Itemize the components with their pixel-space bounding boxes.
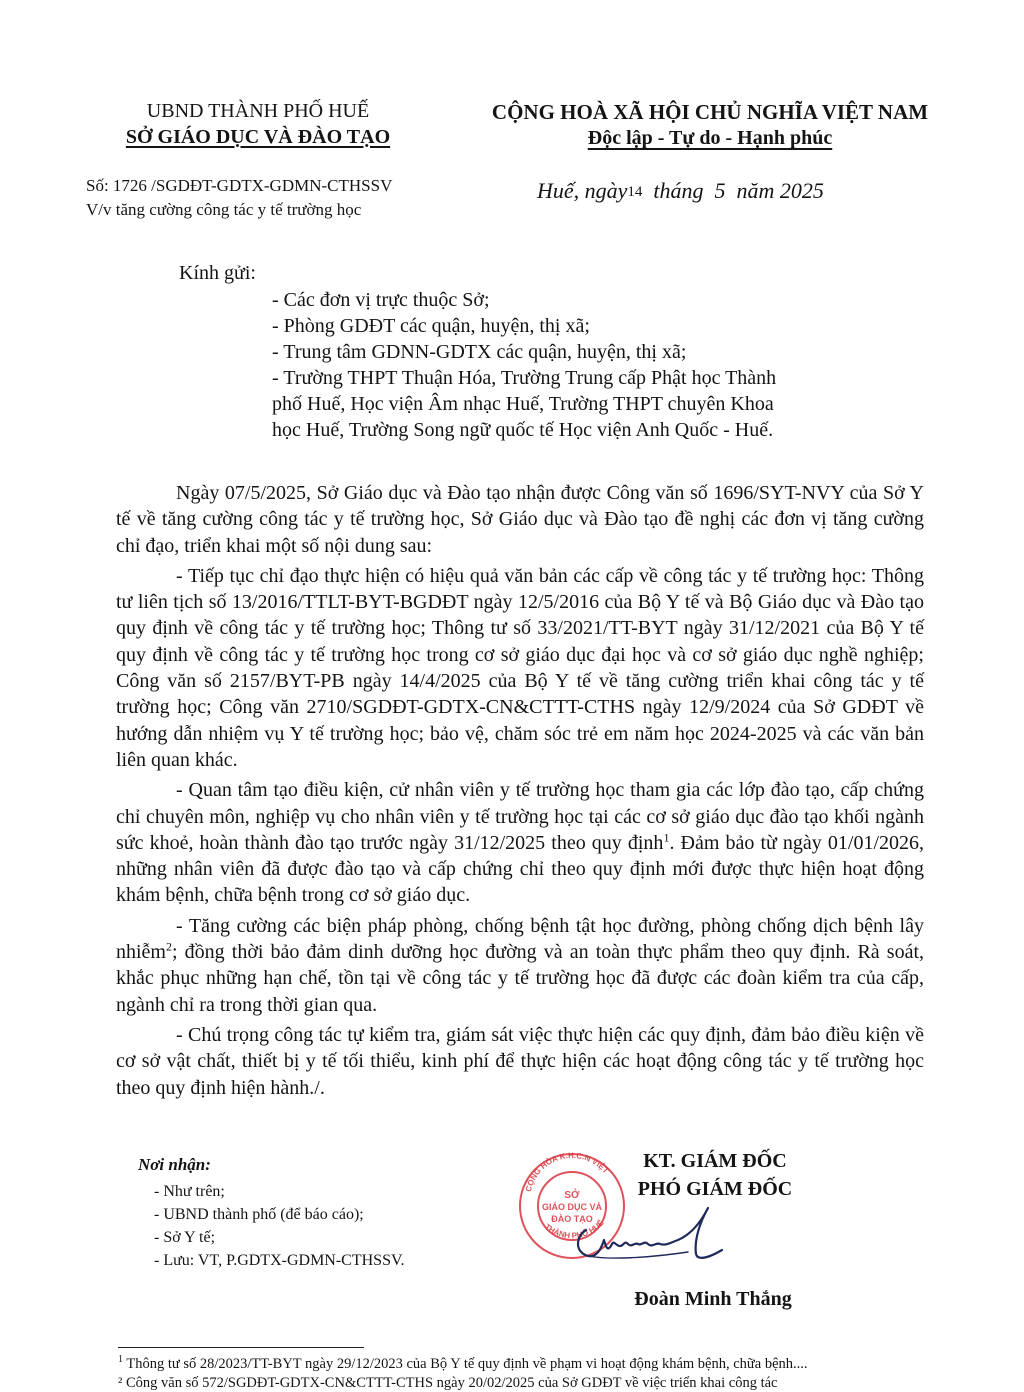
recipient-item: - Các đơn vị trực thuộc Sở;	[272, 289, 490, 311]
footnote-ref-2: 2	[166, 939, 172, 954]
receiver-item: - Sở Y tế;	[154, 1229, 216, 1246]
signer-name: Đoàn Minh Thắng	[634, 1288, 792, 1310]
body-paragraph-1: Ngày 07/5/2025, Sở Giáo dục và Đào tạo nhận được Công văn số 1696/SYT-NVY của Sở Y tế về tăng cường công tác y tế trường học, Sở Giáo dục và Đào tạo đề nghị các đơn vị tăng cường chỉ đạo, triển khai một số nội dung sau:	[116, 482, 924, 557]
receivers-title: Nơi nhận:	[138, 1155, 211, 1174]
stamp-bottom-text: THÀNH PHỐ HUẾ	[542, 1218, 606, 1241]
footnote-divider	[118, 1347, 364, 1348]
recipient-item: - Trường THPT Thuận Hóa, Trường Trung cấp Phật học Thành	[272, 367, 777, 389]
body-paragraph-5: - Chú trọng công tác tự kiểm tra, giám sát việc thực hiện các quy định, đảm bảo điều kiện về cơ sở vật chất, thiết bị y tế tối thiểu, kinh phí để thực hiện các hoạt động công tác y tế trường học theo quy định hiện hành./.	[116, 1023, 924, 1099]
signer-title-1: KT. GIÁM ĐỐC	[643, 1150, 787, 1172]
recipient-item: - Trung tâm GDNN-GDTX các quận, huyện, thị xã;	[272, 341, 687, 363]
recipient-item: - Phòng GDĐT các quận, huyện, thị xã;	[272, 315, 590, 337]
footnote-1: $^1$ Thông tư số 28/2023/TT-BYT ngày 29/12/2023 của Bộ Y tế quy định về phạm vi hoạt động khám bệnh, chữa bệnh....	[118, 1354, 808, 1372]
receiver-item: - Như trên;	[154, 1183, 225, 1200]
receiver-item: - UBND thành phố (để báo cáo);	[154, 1206, 364, 1223]
footnote-2: ² Công văn số 572/SGDĐT-GDTX-CN&CTTT-CTHS ngày 20/02/2025 của Sở GDĐT về việc triển khai công tác	[118, 1375, 778, 1391]
stamp-ring-text: CỘNG HÒA K.H.C.N VIỆT	[523, 1150, 611, 1193]
recipient-item: học Huế, Trường Song ngữ quốc tế Học viện Anh Quốc - Huế.	[272, 419, 774, 441]
body-paragraph-4: - Tăng cường các biện pháp phòng, chống bệnh tật học đường, phòng chống dịch bệnh lây nhiễm$^2$; đồng thời bảo đảm dinh dưỡng học đường và an toàn thực phẩm theo quy định. Rà soát, khắc phục những hạn chế, tồn tại về công tác y tế trường học đã được các đoàn kiểm tra của cấp, ngành chỉ ra trong thời gian qua.	[116, 914, 924, 1016]
stamp-center-1: SỞ	[564, 1190, 580, 1201]
signer-title-2: PHÓ GIÁM ĐỐC	[637, 1178, 793, 1200]
stamp-center-3: ĐÀO TẠO	[551, 1214, 593, 1224]
greeting: Kính gửi:	[179, 262, 256, 284]
stamp-center-2: GIÁO DỤC VÀ	[541, 1202, 603, 1212]
agency-parent: UBND THÀNH PHỐ HUẾ	[146, 100, 370, 122]
national-title: CỘNG HOÀ XÃ HỘI CHỦ NGHĨA VIỆT NAM	[491, 100, 929, 124]
date-line: Huế, ngày14 tháng 5 năm 2025	[537, 178, 824, 203]
footnote-ref-1: 1	[663, 830, 670, 845]
national-motto: Độc lập - Tự do - Hạnh phúc	[587, 127, 833, 149]
agency-name: SỞ GIÁO DỤC VÀ ĐÀO TẠO	[125, 126, 391, 148]
body-paragraph-2: - Tiếp tục chỉ đạo thực hiện có hiệu quả văn bản các cấp về công tác y tế trường học: Thông tư liên tịch số 13/2016/TTLT-BYT-BGDĐT ngày 12/5/2016 của Bộ Y tế và Bộ Giáo dục và Đào tạo quy định về công tác y tế trường học; Thông tư số 33/2021/TT-BYT ngày 31/12/2021 của Bộ Y tế quy định về công tác y tế trường học trong cơ sở giáo dục đại học và cơ sở giáo dục nghề nghiệp; Công văn số 2157/BYT-PB ngày 14/4/2025 của Bộ Y tế về tăng cường triển khai công tác y tế trường học; Công văn 2710/SGDĐT-GDTX-CN&CTTT-CTHS ngày 12/9/2024 của Sở GDĐT về hướng dẫn nhiệm vụ Y tế trường học; bảo vệ, chăm sóc trẻ em năm học 2024-2025 và các văn bản liên quan khác.	[116, 564, 924, 771]
document-body	[116, 480, 924, 1105]
receiver-item: - Lưu: VT, P.GDTX-GDMN-CTHSSV.	[154, 1252, 405, 1269]
recipient-list	[272, 287, 872, 443]
receivers-list	[154, 1180, 404, 1272]
handwritten-signature	[568, 1200, 728, 1270]
document-number: Số: 1726 /SGDĐT-GDTX-GDMN-CTHSSV	[86, 176, 393, 195]
document-subject: V/v tăng cường công tác y tế trường học	[86, 200, 362, 219]
date-day: 14	[627, 184, 643, 200]
body-paragraph-3: - Quan tâm tạo điều kiện, cử nhân viên y tế trường học tham gia các lớp đào tạo, cấp chứng chỉ chuyên môn, nghiệp vụ cho nhân viên y tế trường học tại các cơ sở giáo dục đào tạo khối ngành sức khoẻ, hoàn thành đào tạo trước ngày 31/12/2025 theo quy định$^1$. Đảm bảo từ ngày 01/01/2026, những nhân viên đã được đào tạo và cấp chứng chỉ theo quy định mới được thực hiện hoạt động khám bệnh, chữa bệnh trong cơ sở giáo dục.	[116, 779, 925, 907]
recipient-item: phố Huế, Học viện Âm nhạc Huế, Trường THPT chuyên Khoa	[272, 393, 774, 415]
